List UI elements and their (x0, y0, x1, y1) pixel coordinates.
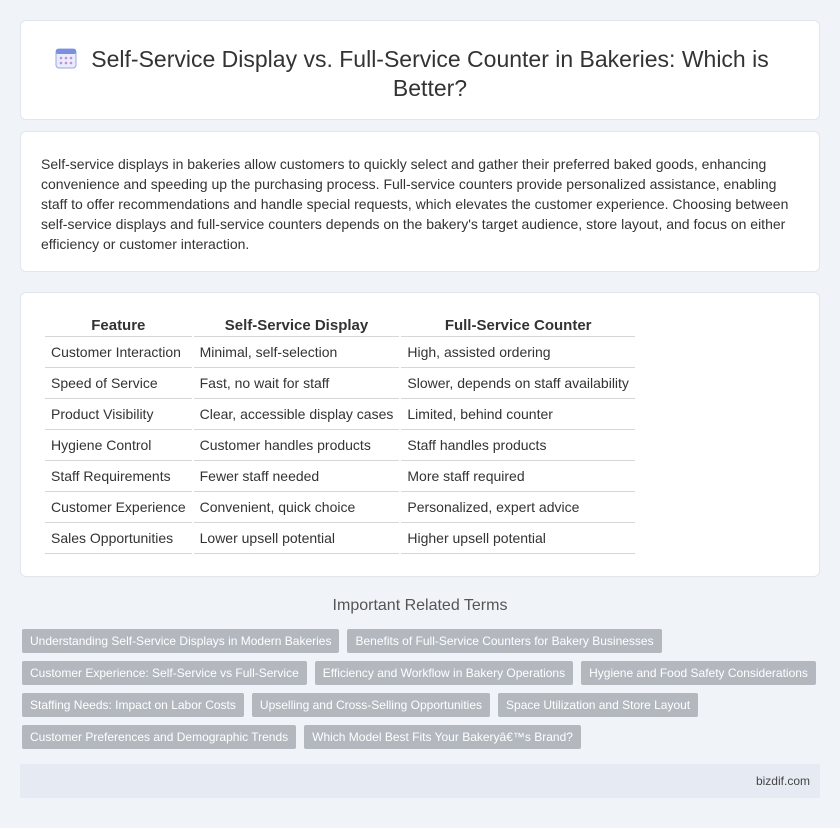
table-cell: Minimal, self-selection (194, 337, 400, 368)
related-terms-list (22, 629, 822, 757)
table-cell: Staff handles products (401, 430, 635, 461)
related-term-tag[interactable]: Space Utilization and Store Layout (498, 693, 698, 717)
column-header: Full-Service Counter (401, 315, 635, 337)
table-row (45, 461, 635, 492)
table-cell: Personalized, expert advice (401, 492, 635, 523)
table-header-row (45, 315, 635, 337)
related-term-tag[interactable]: Which Model Best Fits Your Bakeryâ€™s Brand? (304, 725, 581, 749)
table-cell: More staff required (401, 461, 635, 492)
table-cell: Customer Interaction (45, 337, 192, 368)
table-cell: Fewer staff needed (194, 461, 400, 492)
table-cell: Product Visibility (45, 399, 192, 430)
table-row (45, 368, 635, 399)
table-cell: Clear, accessible display cases (194, 399, 400, 430)
table-cell: Customer Experience (45, 492, 192, 523)
table-row (45, 399, 635, 430)
table-cell: Customer handles products (194, 430, 400, 461)
related-term-tag[interactable]: Understanding Self-Service Displays in Modern Bakeries (22, 629, 339, 653)
table-row (45, 523, 635, 554)
footer (20, 764, 820, 798)
table-cell: Limited, behind counter (401, 399, 635, 430)
table-cell: Staff Requirements (45, 461, 192, 492)
table-cell: Slower, depends on staff availability (401, 368, 635, 399)
related-terms-heading: Important Related Terms (332, 597, 508, 614)
table-cell: Speed of Service (45, 368, 192, 399)
table-cell: Higher upsell potential (401, 523, 635, 554)
related-term-tag[interactable]: Hygiene and Food Safety Considerations (581, 661, 816, 685)
table-row (45, 492, 635, 523)
table-cell: Convenient, quick choice (194, 492, 400, 523)
table-cell: Sales Opportunities (45, 523, 192, 554)
header-card (20, 20, 820, 120)
column-header: Self-Service Display (194, 315, 400, 337)
table-cell: Lower upsell potential (194, 523, 400, 554)
footer-site-link[interactable]: bizdif.com (755, 774, 810, 788)
intro-paragraph: Self-service displays in bakeries allow customers to quickly select and gather their preferred baked goods, enhancing convenience and speeding up the purchasing process. Full-service counters provide personalized assistance, enabling staff to offer recommendations and handle special requests, which elevates the customer experience. Choosing between self-service displays and full-service counters depends on the bakery's target audience, store layout, and focus on either efficiency or customer interaction. (41, 156, 789, 252)
comparison-card (20, 292, 820, 577)
related-term-tag[interactable]: Customer Preferences and Demographic Trends (22, 725, 296, 749)
related-term-tag[interactable]: Customer Experience: Self-Service vs Full-Service (22, 661, 307, 685)
table-row (45, 337, 635, 368)
table-cell: Hygiene Control (45, 430, 192, 461)
table-row (45, 430, 635, 461)
column-header: Feature (45, 315, 192, 337)
related-term-tag[interactable]: Staffing Needs: Impact on Labor Costs (22, 693, 244, 717)
intro-card (20, 131, 820, 272)
page-title: Self-Service Display vs. Full-Service Counter in Bakeries: Which is Better? (91, 46, 769, 101)
comparison-table (43, 315, 637, 554)
related-term-tag[interactable]: Upselling and Cross-Selling Opportunities (252, 693, 490, 717)
related-term-tag[interactable]: Benefits of Full-Service Counters for Bakery Businesses (347, 629, 661, 653)
related-term-tag[interactable]: Efficiency and Workflow in Bakery Operations (315, 661, 573, 685)
table-cell: High, assisted ordering (401, 337, 635, 368)
table-cell: Fast, no wait for staff (194, 368, 400, 399)
